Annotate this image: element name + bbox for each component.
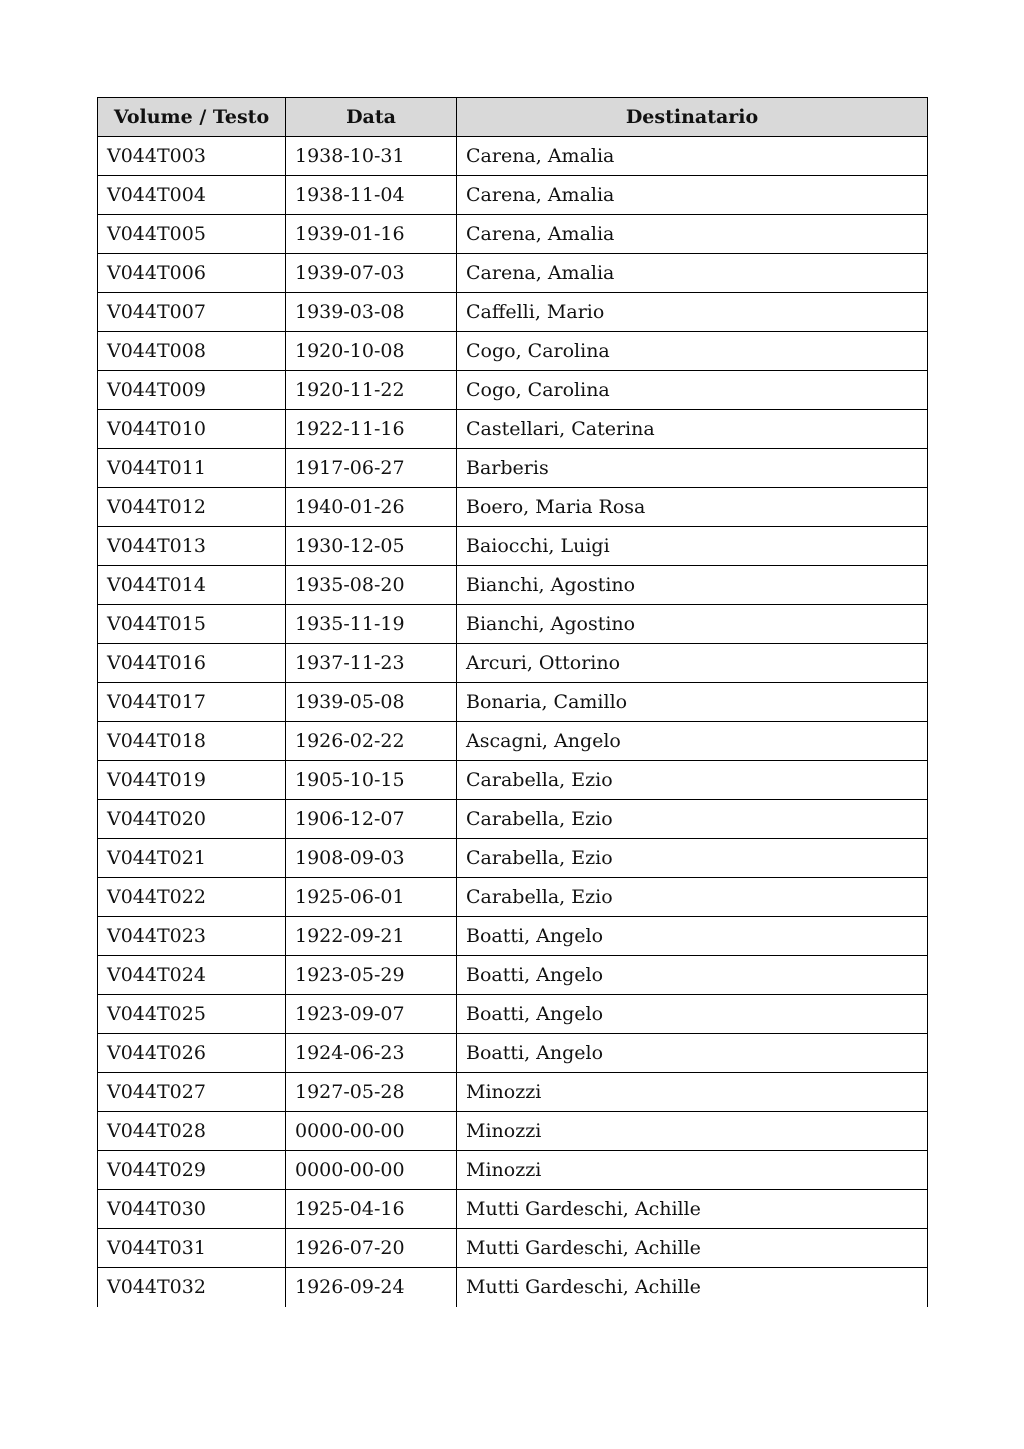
cell-volume-testo: V044T021 [98,839,286,878]
cell-data: 1922-11-16 [286,410,457,449]
table-body [98,137,928,1307]
header-volume-testo: Volume / Testo [98,98,286,137]
cell-data: 1938-11-04 [286,176,457,215]
cell-volume-testo: V044T013 [98,527,286,566]
table-row [98,644,928,683]
table-row [98,1112,928,1151]
cell-destinatario: Carena, Amalia [457,137,928,176]
header-data: Data [286,98,457,137]
cell-volume-testo: V044T020 [98,800,286,839]
table-row [98,410,928,449]
table-row [98,332,928,371]
cell-destinatario: Mutti Gardeschi, Achille [457,1268,928,1307]
cell-destinatario: Baiocchi, Luigi [457,527,928,566]
table-row [98,215,928,254]
header-destinatario: Destinatario [457,98,928,137]
cell-data: 1930-12-05 [286,527,457,566]
cell-data: 1939-03-08 [286,293,457,332]
cell-destinatario: Castellari, Caterina [457,410,928,449]
cell-data: 1926-02-22 [286,722,457,761]
cell-data: 1935-08-20 [286,566,457,605]
table-row [98,566,928,605]
cell-destinatario: Minozzi [457,1151,928,1190]
cell-volume-testo: V044T031 [98,1229,286,1268]
table-row [98,293,928,332]
cell-volume-testo: V044T017 [98,683,286,722]
cell-destinatario: Carabella, Ezio [457,839,928,878]
table-row [98,722,928,761]
table-row [98,1229,928,1268]
cell-volume-testo: V044T029 [98,1151,286,1190]
cell-destinatario: Boatti, Angelo [457,1034,928,1073]
table-row [98,176,928,215]
cell-data: 1925-06-01 [286,878,457,917]
cell-volume-testo: V044T028 [98,1112,286,1151]
table-row [98,605,928,644]
cell-destinatario: Carabella, Ezio [457,761,928,800]
table-row [98,371,928,410]
cell-data: 1939-05-08 [286,683,457,722]
cell-destinatario: Boatti, Angelo [457,995,928,1034]
cell-data: 1938-10-31 [286,137,457,176]
cell-destinatario: Boatti, Angelo [457,956,928,995]
cell-data: 1925-04-16 [286,1190,457,1229]
cell-destinatario: Barberis [457,449,928,488]
cell-volume-testo: V044T024 [98,956,286,995]
cell-data: 1917-06-27 [286,449,457,488]
cell-destinatario: Minozzi [457,1073,928,1112]
cell-volume-testo: V044T014 [98,566,286,605]
cell-volume-testo: V044T026 [98,1034,286,1073]
cell-volume-testo: V044T011 [98,449,286,488]
cell-destinatario: Minozzi [457,1112,928,1151]
cell-volume-testo: V044T019 [98,761,286,800]
table-row [98,800,928,839]
cell-destinatario: Carabella, Ezio [457,878,928,917]
cell-data: 1926-09-24 [286,1268,457,1307]
cell-volume-testo: V044T027 [98,1073,286,1112]
cell-destinatario: Caffelli, Mario [457,293,928,332]
cell-destinatario: Cogo, Carolina [457,332,928,371]
cell-volume-testo: V044T007 [98,293,286,332]
cell-data: 1935-11-19 [286,605,457,644]
cell-destinatario: Carena, Amalia [457,254,928,293]
cell-volume-testo: V044T030 [98,1190,286,1229]
cell-data: 1924-06-23 [286,1034,457,1073]
cell-data: 1908-09-03 [286,839,457,878]
cell-data: 1937-11-23 [286,644,457,683]
header-row [98,98,928,137]
table-row [98,683,928,722]
cell-destinatario: Ascagni, Angelo [457,722,928,761]
cell-volume-testo: V044T025 [98,995,286,1034]
cell-volume-testo: V044T009 [98,371,286,410]
cell-data: 1923-09-07 [286,995,457,1034]
cell-volume-testo: V044T018 [98,722,286,761]
table-row [98,527,928,566]
cell-data: 1922-09-21 [286,917,457,956]
cell-destinatario: Boero, Maria Rosa [457,488,928,527]
table-row [98,1073,928,1112]
cell-volume-testo: V044T010 [98,410,286,449]
cell-volume-testo: V044T022 [98,878,286,917]
table-row [98,137,928,176]
cell-destinatario: Bianchi, Agostino [457,605,928,644]
cell-data: 1940-01-26 [286,488,457,527]
cell-data: 1939-01-16 [286,215,457,254]
cell-data: 0000-00-00 [286,1151,457,1190]
cell-volume-testo: V044T016 [98,644,286,683]
table-row [98,878,928,917]
table-row [98,956,928,995]
cell-destinatario: Mutti Gardeschi, Achille [457,1190,928,1229]
cell-volume-testo: V044T004 [98,176,286,215]
table-row [98,449,928,488]
cell-volume-testo: V044T032 [98,1268,286,1307]
cell-destinatario: Boatti, Angelo [457,917,928,956]
letters-table [97,97,928,1307]
cell-data: 1920-10-08 [286,332,457,371]
cell-data: 1920-11-22 [286,371,457,410]
cell-destinatario: Carena, Amalia [457,176,928,215]
cell-data: 1906-12-07 [286,800,457,839]
cell-volume-testo: V044T015 [98,605,286,644]
table-row [98,254,928,293]
table-row [98,488,928,527]
cell-data: 1905-10-15 [286,761,457,800]
cell-destinatario: Cogo, Carolina [457,371,928,410]
table-row [98,995,928,1034]
cell-destinatario: Bianchi, Agostino [457,566,928,605]
cell-destinatario: Bonaria, Camillo [457,683,928,722]
table-row [98,1034,928,1073]
cell-data: 1923-05-29 [286,956,457,995]
table-row [98,839,928,878]
table-row [98,761,928,800]
table-row [98,1190,928,1229]
cell-volume-testo: V044T008 [98,332,286,371]
cell-volume-testo: V044T005 [98,215,286,254]
table-row [98,1268,928,1307]
cell-volume-testo: V044T012 [98,488,286,527]
cell-destinatario: Carena, Amalia [457,215,928,254]
table-row [98,1151,928,1190]
cell-volume-testo: V044T023 [98,917,286,956]
cell-data: 1927-05-28 [286,1073,457,1112]
cell-destinatario: Arcuri, Ottorino [457,644,928,683]
cell-data: 1939-07-03 [286,254,457,293]
table-header [98,98,928,137]
cell-data: 1926-07-20 [286,1229,457,1268]
table-row [98,917,928,956]
cell-data: 0000-00-00 [286,1112,457,1151]
cell-destinatario: Carabella, Ezio [457,800,928,839]
cell-volume-testo: V044T003 [98,137,286,176]
cell-destinatario: Mutti Gardeschi, Achille [457,1229,928,1268]
cell-volume-testo: V044T006 [98,254,286,293]
